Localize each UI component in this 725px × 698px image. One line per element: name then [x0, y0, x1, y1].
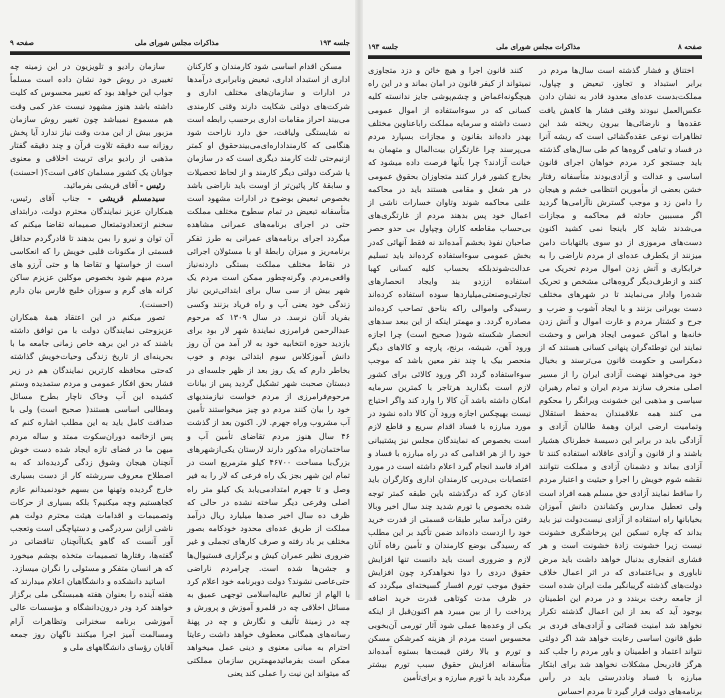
text-column-right — [187, 60, 350, 681]
page-header — [368, 42, 702, 54]
page-header — [10, 38, 350, 50]
paragraph: کنند قانون اجرا و هیچ خائن و دزد متجاوزی نمیتواند از کیفر قانون در امان بماند و در این راه هیچگونه‌اغماض و چشم‌پوشی جایز ندانسته کلیه کسانی که در سوءاستفاده از اموال عمومی دست داشته و سرمایه مملکت راباعناوین مختلف بهدر داده‌اند بقانون و مجازات بسپارد مردم می‌پرسند چرا غارتگران بیت‌المال و متهمان به خیانت آزادند؟ چرا بآنها فرصت داده میشود که بخارج کشور فرار کنند متجاوزان بحقوق عمومی در هر شغل و مقامی هستند باید در محاکمه علنی محاکمه شوند وتاوان خسارات ناشی از اعمال خود پس بدهند مردم از غارتگری‌های بی‌حساب مقاطعه کاران وچپاول بی حدو حصر صاحبان نفوذ بخشم آمده‌اند نه فقط آنهائی که‌در بخش عمومی سوءاستفاده کرده‌اند باید تسلیم عدالت‌شوند‌بلکه بحساب کلیه کسانی کهبا استفاده اززدو بند وایجاد انحصارهای تجارتی‌وصنعتی‌میلیاردها سود‌ه‌ استفاده کرده‌اند رسیدگی واموالی راکه بناحق تصاحب کرده‌اند مصادره گردد. و مهمتر اینکه از این ببعد سدهای انحصار شکسته شود( صحیح است) چرا اجازه ورود آهن، شیشه، برنج، پارچه و کالاهای دیگر منحصر بیک یا چند نفر معین باشد که موجب سوءاستفاده گردد اگر ورود کالائی برای کشور لازم است بگذارید هرتاجر با کمترین سرمایه امکان داشته باشد آن کالا را وارد کند واگر احتیاج نیست بهیچکس اجازه ورود آن کالا داده نشود در مورد مبارزه با فساد اقدام سریع و قاطع لازم است بخصوص که نمایندگان مجلس نیز پشتیبانی خود را از هر اقدامی که در راه مبارزه با فساد و افراد فاسد انجام گیرد اعلام داشته است در مورد اعتصابات بی‌دربی کارمندان اداری وکارگران باید اذعان کرد که درگذشته باین طبقه کمتر توجه شده بخصوص با تورم شدید چند سال اخیر وبالا رفتن درآمد سایر طبقات قسمتی از قدرت خرید خود را ازدست داده‌اند ضمن تأکید بر این مطلب که رسیدگی بوضع کارمندان و تأمین رفاه آنان لازم و ضروری است باید دانست تنها افزایش حقوق دردی را دوا نخواهدکرد چون افزایش حقوق موجب تورم افسار گسیخته‌ای میگردد که در ظرف مدت کوتاهی قدرت خرید اضافه پرداخت را از بین میبرد هم اکنون‌قبل از اینکه یکی از وعده‌ها عملی شود آثار تورمی آن‌بخوبی محسوس است مردم از هزینه کمرشکن مسکن و تورم و بالا رفتن قیمت‌ها بستوه آمده‌اند متأسفانه افزایش حقوق سبب تورم بیشتر میگردد باید با تورم مبارزه و برای‌تأمین — [368, 65, 531, 683]
page-number: صفحه ۹ — [10, 38, 34, 47]
paragraph: تصور میکنم در این اعتقاد همهٔ همکاران عزیزوحتی نمایندگان دولت با من توافق داشته باشند که در این برهه خاص زمانی جامعه ما با بحرینه‌ای از تاریخ زندگی وحیات‌خویش گذاشته که‌حتی محافظه کارترین نمایندگان هم در زیر فشار بحق افکار عمومی و مردم ستمدیده وستم کشیده این آب وخاک ناچار بطرح مسائل ومطالبی اساسی هستند( صحیح است) ولی با صداقت کامل باید به این مطلب اشاره کنم که پس ازخاتمه دوران‌سکوت ممتد و ساله مردم میهن ما در فضای تازه ایجاد شده دست خوش آنچنان هیجان وشوق زدگی گردیده‌اند که به اصطلاح معروف سررشته کار از دست بسیاری خارج گردیده وتهنها من بسهم خود‌نمیدانم عازم کجاهستیم وچه میکنیم؟ بلکه بسیاری از حرکات وتصمیمات و اقدامات هیئت محترم دولت هم ناشی ازاین سردرگمی و دستپاچگی است وتعجب آور آنست که گاهو یکباآنچنان تناقضاتی در گفته‌ها، رفتارها تصمیمات متخذه بچشم میخورد که هر انسان متفکر و مسئولی را نگران میسازد. — [10, 311, 173, 573]
speech-text: آقای قریشی بفرمائید. — [63, 179, 138, 190]
speaker-name: رئیس - — [139, 179, 165, 190]
header-rule — [10, 51, 350, 55]
text-column-left — [10, 60, 173, 654]
paragraph — [10, 192, 173, 311]
page-gutter — [355, 0, 363, 600]
paragraph — [10, 179, 173, 192]
page-9 — [10, 0, 350, 679]
publication-title: مذاکرات مجلس شورای ملی — [496, 42, 581, 51]
header-rule — [368, 55, 702, 59]
speech-text: جناب آقای رئیس، همکاران عزیز نمایندگان محترم دولت، درابتدای سخنم ازتعداد‌وتمتعال صمیمانه تقاضا میکنم که آن توان و نیرو را بمن بدهند تا قادرگردم حداقل قسمتی از مکنونات قلبی خویش را که انعکاسی است از خواستها و تقاضا ها و حتی آرزو های مردم مبهم شود بخصوص موکلین عزیزم ساکن کرانه های گرم و سوزان خلیج فارس بیان دارم (احسنت). — [10, 193, 173, 309]
speaker-name: سیدمسلم قریشی - — [87, 193, 165, 204]
page-number: صفحه ۸ — [678, 42, 702, 51]
text-column-right — [539, 64, 702, 698]
paragraph: اساتید دانشکده و دانشگاهیان اعلام میدارند که هفته آینده را بعنوان هفته همبستگی ملی برگزار خواهند کرد ودر درون‌دانشگاه و مؤسسات عالی آموزشی برنامه سخنرانی وتظاهرات آرام ومسالمت آمیز اجرا میکنند ناگهان روز جمعه آقایان رؤسای دانشگاههای ملی و — [10, 575, 173, 652]
text-column-left — [368, 64, 531, 685]
page-8 — [368, 0, 702, 696]
publication-title: مذاکرات مجلس شورای ملی — [134, 38, 219, 47]
session-number: جلسه ۱۹۳ — [368, 42, 399, 51]
paragraph: سازمان رادیو و تلویزیون در این زمینه چه تغییری در روش خود نشان داده است مسلماً جواب این خواهد بود که تغییر محسوس که کلیت داشته باشد هنوز مشهود نیست عذر کمی وقت هم مسموع نمیباشد چون تغییر روش سازمان مزبور بیش از این مدت وقت نیاز ندارد آیا پخش روزانه سه دقیقه تلاوت قرآن و چند دقیقه گفتار مذهبی از رادیو برای تربیت اخلاقی و معنوی جوانان یک کشور مسلمان کافی است؟( احسنت) — [10, 61, 173, 177]
paragraph: اختناق و فشار گذشته است سال‌ها مردم در برابر استبداد و تجاوز، تبعیض و چپاول، مملکت‌بدست عده‌ای معدود قادر به نشان دادن عکس‌العمل نبودند وقتی فشار ها کاهش یافت عقده‌ها و نارضائی‌ها بیرون ریخته شد این تظاهرات نوعی عقده‌گشائی است که ریشه آنرا در فساد و تباهی گروه‌ها کم طی سال‌های گذشته باید جستجو کرد مردم خواهان اجرای قانون اساسی و عدالت و آزادی‌بودند متأسفانه رفتار خشن بعضی از مأمورین انتظامی خشم و هیجان را دامن زد و موجب گسترش ناآرامی‌ها گردید اگر مسببین حادثه قم محاکمه و مجازات می‌شدند شاید کار باینجا نمی کشید اکنون دست‌های مرموزی از دو سوی بالتهابات دامن میزنند از یکطرف عده‌ای از مردم ناراضی را به خرابکاری و آتش زدن اموال مردم تحریک می کنند و ازطرف‌دیگر گروه‌هائی مشخص و تحریک شده‌را وادار می‌نمایند تا در شهرهای مختلف دست بویرانی بزنند و با ایجاد آشوب و ضرب و جرح و کشتار مردم و غارت اموال و آتش زدن خانه‌ها و اماکن عمومی ایجاد هراس و وحشت نمایند این توطئه‌گران پنهانی کسانی هستند که از دمکراسی و حکومت قانون می‌ترسند و بخیال خود می‌خواهند نهضت آزادی ایران را از مسیر اصلی منحرف سازند مردم ایران و تمام رهبران سیاسی و مذهبی این خشونت ویرانگر را محکوم می کنند همه علاقمندان به‌حفظ استقلال وتمامیت ارضی ایران وهمهٔ طالبان آزادی و آزادگی باید در برابر این دسیسهٔ خطرناک هشیار باشند و از قانون و آزادی عاقلانه استفاده کنند تا آزادی بماند و دشمنان آزادی و مملکت نتوانند نقشه شوم خویش را اجرا و حیثیت و اعتبار مردم را ساقط نمایند آزادی حق مسلم همه افراد است ولی تعطیل مدارس وکشاندن دانش آموزان بخیابانها راه استفاده از آزادی نیست‌دولت نیز باید بداند که چاره تسکین این پرخاشگری خشونت نیست زیرا خشونت زادهٔ خشونت است و هر فشاری انفجاری بدنبال خواهد داشت باید مرض ناباوری و بی‌اعتمادی که در اثر اعمال خلاف دولت‌های گذشته گریبانگیر ملت ایران شده است از جامعه رخت بربندد و در مردم این اطمینان بوجود آید که بعد از این اعمال گذشته تکرار نخواهد شد امنیت قضائی و آزادی‌های فردی بر طبق قانون اساسی رعایت خواهد شد اگر دولتی نتواند اعتماد و اطمینان و باور مردم را جلب کند هرگز قادربحل مشکلات نخواهد شد برای ابتکار مبارزه با فساد وناددرستی باید در رأس برنامه‌های دولت قرار گیرد تا مردم احساس — [539, 65, 702, 696]
session-number: جلسه ۱۹۳ — [319, 38, 350, 47]
paragraph: مسکن اقدام اساسی شود کارمندان و کارکنان اداری از استبداد اداری، تبعیض ونابرابری درآمدها در ادارات و سازمان‌های مختلف اداری و شرکت‌های دولتی شکایت دارند وقتی کارمندی می‌بیند احراز مقامات اداری برحسب رابطه است نه شایستگی ولیاقت، حق دارد ناراحت شود هنگامی که کارمنداداره‌ای‌می‌بیندحقوق او کمتر ازنیم‌حتی ثلث کارمند دیگری است که در سازمان یا شرکت دولتی دیگر کارمند و از لحاظ تحصیلات و سابقهٔ کار پائین‌تر از اوست باید ناراضی باشد بخصوص تبعیض بوضوح در ادارات مشهود است متأسفانه تبعیض در تمام سطوح مختلف مملکت حتی در اجرای برنامه‌های عمرانی مشاهده میگردد اجرای برنامه‌های عمرانی به طرز تفکر برنامه‌ریز و میزان رابطهٔ او با مسئولان اجرائی در نقاط مختلف مملکت بستگی داردنه‌نیاز واقعی‌مردم. وگرنه‌چطور ممکن است مردم یک شهر بیش از سی سال برای ابتدائی‌ترین نیاز زندگی خود یعنی آب و راه فریاد بزنند وکسی بفریاد آنان نرسد. در سال ۱۳۰۹ که مرحوم عبدالرحمن فرامرزی نمایندهٔ شهر لار بود برای بازدید حوزه انتخابیه خود به لار آمد من آن روز دانش آموزکلاس سوم ابتدائی بودم و خوب بخاطر دارم که یک روز بعد از ظهر جلسه‌ای در دبستان صحبت شهر تشکیل گردید پس از بیانات مرحوم‌فرامرزی از مردم خواست نیازمندیهای خود را بیان کنند مردم دو چیز میخواستند تأمین آب مشروب وراه جهرم. لار. اکنون بعد از گذشت ۴۶ سال هنوز مردم تقاضای تأمین آب و ساختمان‌راه مذکور دارند لارستان یکی‌ازشهرهای بزرگ‌با مساحت ۴۶۷۰۰ کیلو مترمربع است در تمام این شهر بجز یک راه فرعی که لار را به فیر وصل و تا جهرم امتدادمی‌یابد یک کیلو متر راه اصلی وفرعی دیگر ساخته نشده در حالی که ظرف ده سال اخیر صدها میلیارد ریال درآمد مملکت از طریق عده‌ای محدود خود‌کامه بصور مختلف بر باد رفته و صرف کارهای تجملی و غیر ضروری نظیر عمران کیش و برگزاری فستیوال‌ها و جشن‌ها شده است. چرامردم ناراضی حتی‌عاصی نشوند؟ دولت دوبرنامه خود اعلام کرد با الهام از تعالیم عالیه‌اسلامی توجهی عمیق به مسائل اخلاقی چه در قلمرو آموزش و پرورش و چه در زمینهٔ تألیف و نگارش و چه در پهنهٔ رسانه‌های همگانی معطوف خواهد داشت رعایتا احترام به مبانی معنوی و دینی عمل میخواهد ممکن است بفرمائیدمهمترین سازمان مملکتی که میتواند این نیت را عملی کند یعنی — [187, 61, 350, 679]
